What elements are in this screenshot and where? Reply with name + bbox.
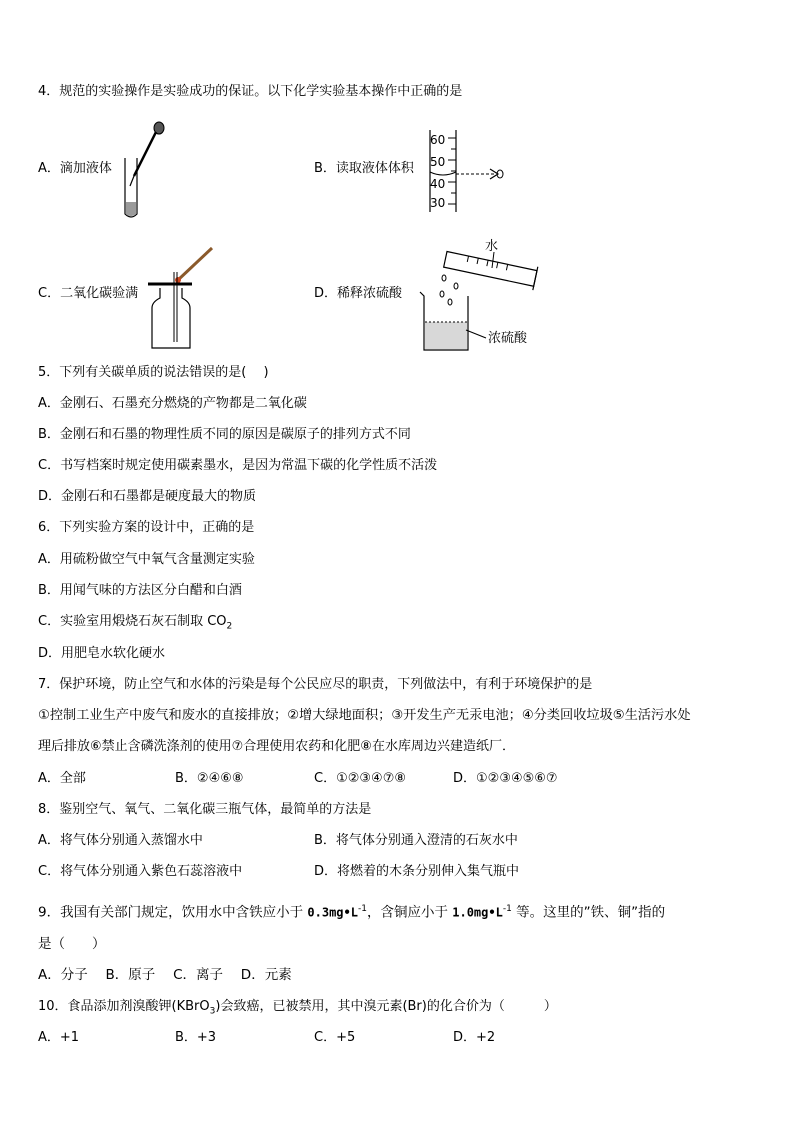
q4-option-d[interactable]: D．稀释浓硫酸 — [314, 286, 403, 301]
co2-subscript: 2 — [226, 621, 233, 632]
q6-option-c[interactable] — [38, 613, 232, 636]
kbro3-subscript: 3 — [209, 1006, 216, 1017]
q7-option-b[interactable]: B．②④⑥⑧ — [175, 771, 244, 786]
q7-statement-line2: 理后排放⑥禁止含磷洗涤剂的使用⑦合理使用农药和化肥⑧在水库周边兴建造纸厂． — [38, 739, 515, 754]
q7-option-d[interactable]: D．①②③④⑤⑥⑦ — [453, 771, 558, 786]
q10-stem-part2: )会致癌，已被禁用，其中溴元素(Br)的化合价为（ ） — [215, 999, 557, 1014]
q10-stem-part1: 10．食品添加剂溴酸钾(KBrO — [38, 999, 210, 1014]
q6-option-c-text: C．实验室用煅烧石灰石制取 CO — [38, 614, 227, 629]
q4-option-a[interactable]: A．滴加液体 — [38, 161, 112, 176]
q9-stem — [38, 900, 665, 922]
q8-option-c[interactable]: C．将气体分别通入紫色石蕊溶液中 — [38, 864, 243, 879]
q10-stem — [38, 998, 557, 1021]
q8-option-d[interactable]: D．将燃着的木条分别伸入集气瓶中 — [314, 864, 520, 879]
q9-options[interactable]: A．分子 B．原子 C．离子 D．元素 — [38, 967, 292, 983]
q4-stem: 4．规范的实验操作是实验成功的保证。以下化学实验基本操作中正确的是 — [38, 84, 463, 99]
q9-copper-limit: 1.0mg•L — [452, 905, 503, 920]
label-water: 水 — [485, 239, 499, 254]
q9-stem-part1: 9．我国有关部门规定，饮用水中含铁应小于 — [38, 904, 308, 921]
dropper-figure — [118, 118, 178, 223]
q10-option-b[interactable]: B．+3 — [175, 1030, 217, 1045]
q5-option-a[interactable]: A．金刚石、石墨充分燃烧的产物都是二氧化碳 — [38, 396, 307, 411]
q5-option-d[interactable]: D．金刚石和石墨都是硬度最大的物质 — [38, 489, 257, 504]
q9-stem-line2: 是（ ） — [38, 936, 106, 952]
q9-sup1: -1 — [357, 904, 367, 914]
q8-option-b[interactable]: B．将气体分别通入澄清的石灰水中 — [314, 833, 518, 848]
q7-statement-line1: ①控制工业生产中废气和废水的直接排放；②增大绿地面积；③开发生产无汞电池；④分类回收垃圾⑤生活污水处 — [38, 708, 691, 723]
q7-stem: 7．保护环境，防止空气和水体的污染是每个公民应尽的职责，下列做法中，有利于环境保护的是 — [38, 677, 593, 692]
q9-stem-part2: ，含铜应小于 — [366, 904, 453, 921]
q5-stem: 5．下列有关碳单质的说法错误的是( ) — [38, 365, 269, 380]
q5-option-c[interactable]: C．书写档案时规定使用碳素墨水，是因为常温下碳的化学性质不活泼 — [38, 458, 438, 473]
q7-option-c[interactable]: C．①②③④⑦⑧ — [314, 771, 407, 786]
q4-option-b[interactable]: B．读取液体体积 — [314, 161, 414, 176]
cylinder-tick-50: 50 — [430, 155, 446, 169]
q9-sup2: -1 — [502, 904, 512, 914]
q8-option-a[interactable]: A．将气体分别通入蒸馏水中 — [38, 833, 203, 848]
q9-iron-limit: 0.3mg•L — [307, 905, 358, 920]
q10-option-d[interactable]: D．+2 — [453, 1030, 496, 1045]
q9-stem-part3: 等。这里的”铁、铜”指的 — [511, 904, 666, 921]
label-conc-acid: 浓硫酸 — [488, 331, 528, 346]
q6-option-d[interactable]: D．用肥皂水软化硬水 — [38, 646, 166, 661]
cylinder-tick-40: 40 — [430, 177, 446, 191]
q7-option-a[interactable]: A．全部 — [38, 771, 86, 786]
q6-option-a[interactable]: A．用硫粉做空气中氧气含量测定实验 — [38, 552, 255, 567]
q10-option-c[interactable]: C．+5 — [314, 1030, 356, 1045]
q10-option-a[interactable]: A．+1 — [38, 1030, 80, 1045]
cylinder-tick-60: 60 — [430, 133, 446, 147]
q6-stem: 6．下列实验方案的设计中，正确的是 — [38, 520, 255, 535]
q5-option-b[interactable]: B．金刚石和石墨的物理性质不同的原因是碳原子的排列方式不同 — [38, 427, 411, 442]
cylinder-tick-30: 30 — [430, 196, 446, 210]
q6-option-b[interactable]: B．用闻气味的方法区分白醋和白酒 — [38, 583, 242, 598]
q4-option-c[interactable]: C．二氧化碳验满 — [38, 286, 139, 301]
q8-stem: 8．鉴别空气、氧气、二氧化碳三瓶气体，最简单的方法是 — [38, 802, 372, 817]
gas-bottle-figure — [146, 244, 226, 354]
